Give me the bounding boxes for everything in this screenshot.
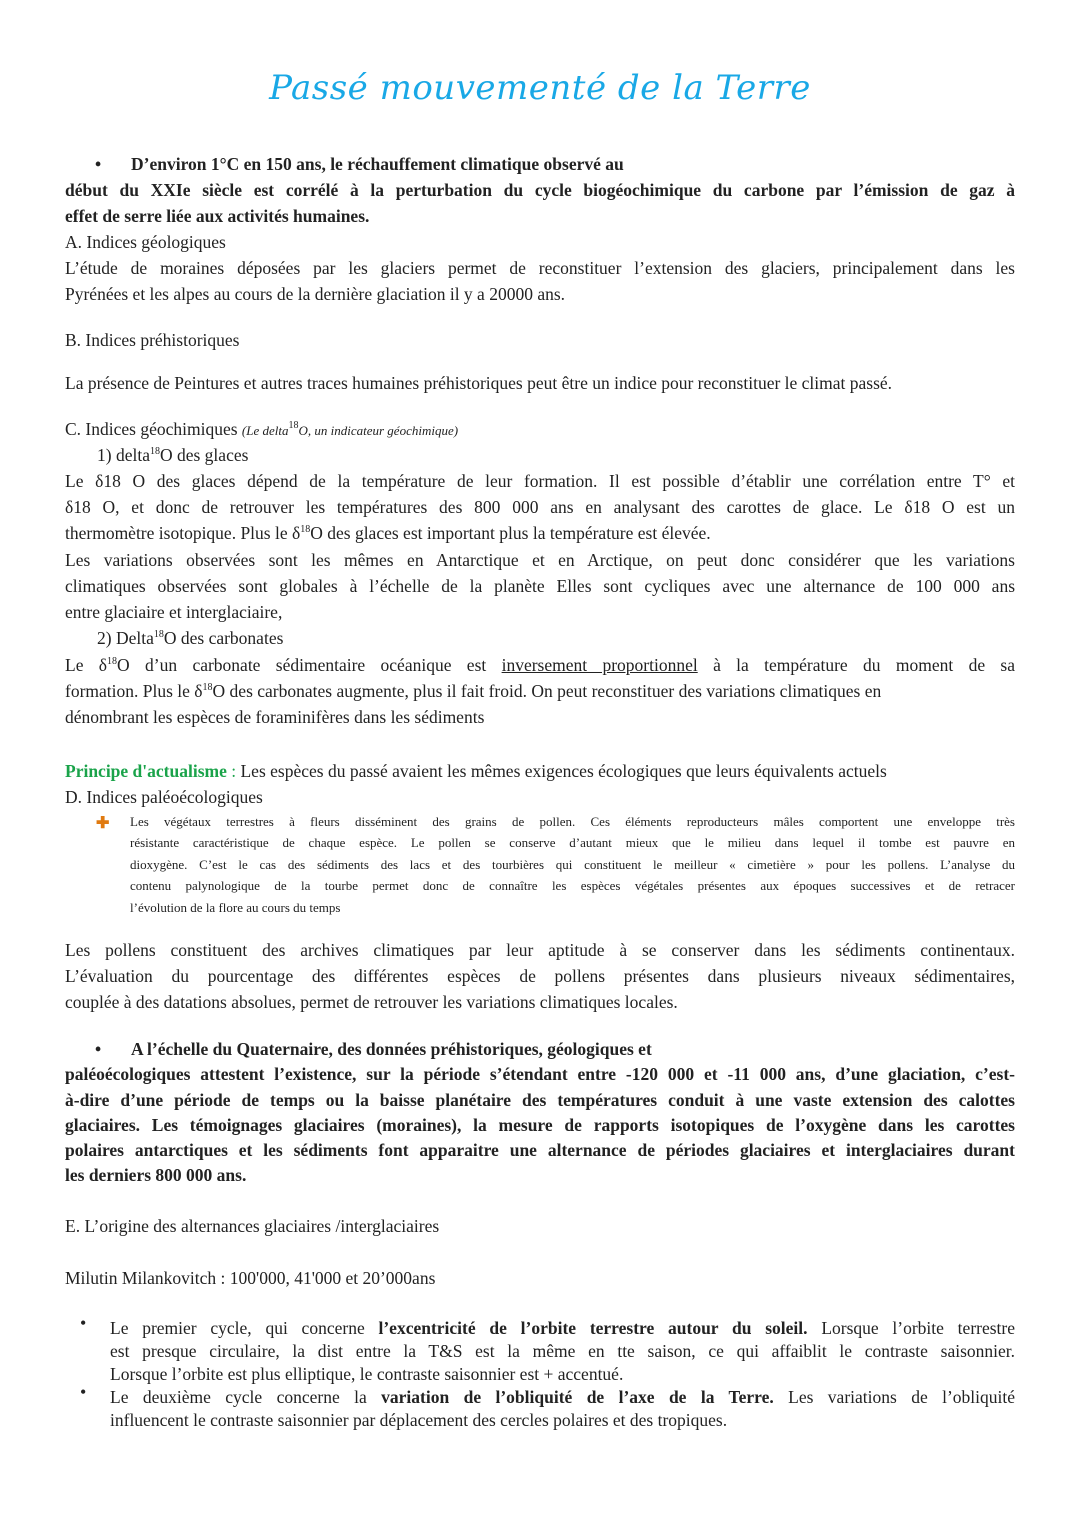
milankovitch-line: Milutin Milankovitch : 100'000, 41'000 et 20’000ans [65,1268,436,1288]
section-c-p1-line-2: δ18 O, et donc de retrouver les températures des 800 000 ans en analysant des carottes de glace. Le δ18 O est un [65,497,1015,517]
bullet-icon: • [95,1039,102,1059]
section-b-heading: B. Indices préhistoriques [65,330,240,350]
section-b-line-1: La présence de Peintures et autres traces humaines préhistoriques peut être un indice pour reconstituer le climat passé. [65,373,893,393]
quote-line-1: Les végétaux terrestres à fleurs disséminent des grains de pollen. Ces éléments reproducteurs mâles comportent une enveloppe très [130,814,1015,829]
quote-line-2: résistante caractéristique de chaque espèce. Le pollen se conserve d’autant mieux que le milieu dans lequel il tombe est pauvre en [130,835,1015,850]
plus-bullet-icon: ✚ [96,815,110,832]
section-e-heading: E. L’origine des alternances glaciaires /interglaciaires [65,1216,440,1236]
section-d-p-line-1: Les pollens constituent des archives climatiques par leur aptitude à se conserver dans les sédiments continentaux. [65,940,1015,960]
principe-actualisme: Principe d'actualisme : Les espèces du passé avaient les mêmes exigences écologiques que leurs équivalents actuels [65,761,887,781]
cycle-1-line-2: est presque circulaire, la dist entre la T&S est la même en tte saison, ce qui affaiblit le contraste saisonnier. [110,1341,1015,1361]
section-c-p3-line-2: formation. Plus le $\delta^{18}O$ des carbonates augmente, plus il fait froid. On peut reconstituer des variations climatiques en [65,681,882,701]
section-a-line-2: Pyrénées et les alpes au cours de la dernière glaciation il y a 20000 ans. [65,284,566,304]
cycle-2-line-1: Le deuxième cycle concerne la variation de l’obliquité de l’axe de la Terre. Les variations de l’obliquité [110,1387,1016,1407]
section-c-heading: C. Indices géochimiques (Le delta$^{18}$O, un indicateur géochimique) [65,419,459,439]
quaternaire-line-6: les derniers 800 000 ans. [65,1165,247,1185]
section-d-p-line-2: L’évaluation du pourcentage des différentes espèces de pollens présentes dans plusieurs niveaux sédimentaires, [65,966,1015,986]
cycle-2-line-2: influencent le contraste saisonnier par déplacement des cercles polaires et des tropiques. [110,1410,728,1430]
quaternaire-line-3: à-dire d’une période de temps ou la baisse planétaire des températures conduit à une vaste extension des calottes [65,1090,1015,1110]
section-c-p2-line-3: entre glaciaire et interglaciaire, [65,602,283,622]
section-a-line-1: L’étude de moraines déposées par les glaciers permet de reconstituer l’extension des glaciers, principalement dans les [65,258,1015,278]
cycle-1-line-1: Le premier cycle, qui concerne l’excentricité de l’orbite terrestre autour du soleil. Lorsque l’orbite terrestre [110,1318,1016,1338]
section-c-p2-line-1: Les variations observées sont les mêmes en Antarctique et en Arctique, on peut donc considérer que les variations [65,550,1015,570]
section-c-p1-line-1: Le δ18 O des glaces dépend de la température de leur formation. Il est possible d’établir une corrélation entre T° et [65,471,1015,491]
section-c-p3-line-3: dénombrant les espèces de foraminifères dans les sédiments [65,707,485,727]
principe-label: Principe d'actualisme [65,761,227,781]
bullet-icon: • [95,154,102,174]
section-c-p3-line-1: Le $\delta^{18}O$ d’un carbonate sédimentaire océanique est inversement proportionnel à la température du moment de sa [65,655,1015,675]
page-title: Passé mouvementé de la Terre [269,68,811,108]
section-c-sub-2: 2) Delta$^{18}$O des carbonates [97,628,284,648]
cycle-1-line-3: Lorsque l’orbite est plus elliptique, le contraste saisonnier est + accentué. [110,1364,624,1384]
section-c-p1-line-3: thermomètre isotopique. Plus le $\delta^{18}O$ des glaces est important plus la température est élevée. [65,523,711,543]
bullet-icon: • [80,1382,87,1402]
quaternaire-line-5: polaires antarctiques et les sédiments font apparaitre une alternance de périodes glaciaires et interglaciaires durant [65,1140,1015,1160]
quaternaire-line-2: paléoécologiques attestent l’existence, sur la période s’étendant entre -120 000 et -11 000 ans, d’une glaciation, c’est- [65,1064,1015,1084]
quote-line-5: l’évolution de la flore au cours du temps [130,900,341,915]
bullet-icon: • [80,1313,87,1333]
intro-line-2: début du XXIe siècle est corrélé à la perturbation du cycle biogéochimique du carbone par l’émission de gaz à [65,180,1015,200]
section-c-p2-line-2: climatiques observées sont globales à l’échelle de la planète Elles sont cycliques avec une alternance de 100 000 ans [65,576,1015,596]
quote-line-3: dioxygène. C’est le cas des sédiments des lacs et des tourbières qui constituent le meilleur « cimetière » pour les pollens. L’analyse du [130,857,1015,872]
intro-line-1: • D’environ 1°C en 150 ans, le réchauffement climatique observé au [65,151,1015,177]
section-d-heading: D. Indices paléoécologiques [65,787,263,807]
section-d-p-line-3: couplée à des datations absolues, permet de retrouver les variations climatiques locales. [65,992,678,1012]
quaternaire-line-1: • A l’échelle du Quaternaire, des données préhistoriques, géologiques et [65,1036,1015,1062]
section-c-sub-1: 1) delta$^{18}$O des glaces [97,445,249,465]
quote-line-4: contenu palynologique de la tourbe permet donc de connaître les espèces végétales présentes aux époques successives et de retracer [130,878,1015,893]
intro-line-3: effet de serre liée aux activités humaines. [65,206,370,226]
quaternaire-line-4: glaciaires. Les témoignages glaciaires (moraines), la mesure de rapports isotopiques de l’oxygène dans les carottes [65,1115,1015,1135]
section-a-heading: A. Indices géologiques [65,232,226,252]
